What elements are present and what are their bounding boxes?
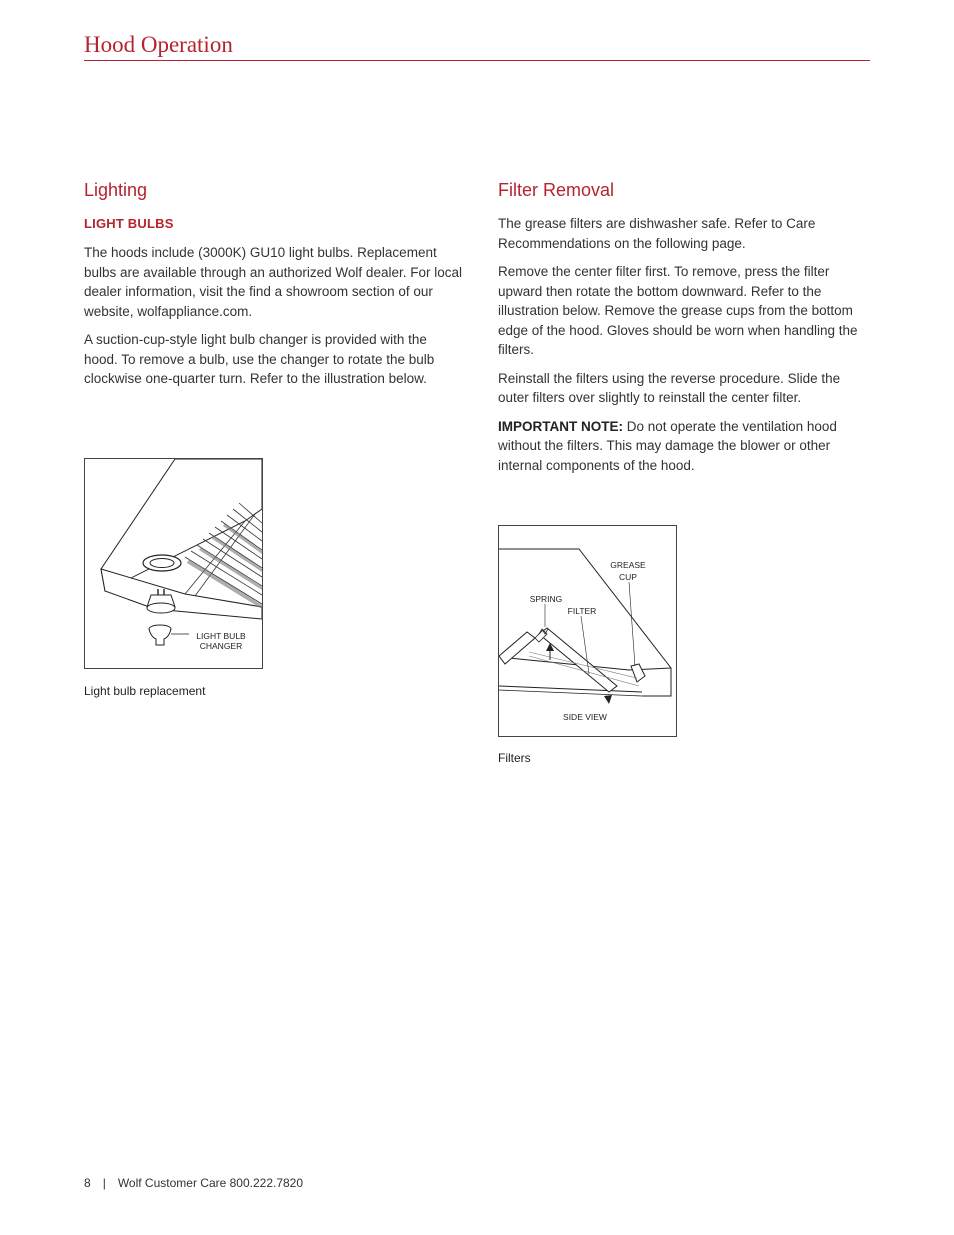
- grease-cup-label-1: GREASE: [610, 560, 646, 570]
- lighting-paragraph-1: The hoods include (3000K) GU10 light bulbs. Replacement bulbs are available through an authorized Wolf dealer. For local dealer information, visit the find a showroom section of our website, wolfappliance.com.: [84, 245, 462, 319]
- title-divider: [84, 60, 870, 61]
- page-footer: [84, 1175, 303, 1191]
- filter-paragraph-2: Remove the center filter first. To remove, press the filter upward then rotate the bottom downward. Refer to the illustration below. Remove the grease cups from the bottom edge of the hood. Gloves should be worn when handling the filters.: [498, 264, 858, 357]
- light-bulbs-subheading: LIGHT BULBS: [84, 216, 174, 231]
- lighting-section: [84, 178, 464, 389]
- lighting-paragraph-2: A suction-cup-style light bulb changer is provided with the hood. To remove a bulb, use the changer to rotate the bulb clockwise one-quarter turn. Refer to the illustration below.: [84, 332, 435, 386]
- filters-caption: Filters: [498, 751, 531, 765]
- light-bulb-illustration: [85, 459, 262, 668]
- spring-label: SPRING: [529, 594, 563, 604]
- filter-removal-section: [498, 178, 870, 475]
- filter-label: FILTER: [567, 606, 597, 616]
- light-bulb-figure: [84, 458, 263, 669]
- important-note-text: Do not operate the ventilation hood without the filters. This may damage the blower or other internal components of the hood.: [498, 418, 837, 473]
- filter-paragraph-3: Reinstall the filters using the reverse procedure. Slide the outer filters over slightly to reinstall the center filter.: [498, 370, 841, 405]
- page-title: Hood Operation: [84, 32, 233, 57]
- filters-illustration: [499, 526, 676, 736]
- grease-cup-label-2: CUP: [619, 572, 637, 582]
- light-bulb-caption: Light bulb replacement: [84, 684, 206, 698]
- light-bulb-changer-label-2: CHANGER: [199, 641, 243, 651]
- lighting-heading: Lighting: [84, 180, 148, 200]
- customer-care-text: Wolf Customer Care 800.222.7820: [117, 1176, 304, 1190]
- side-view-label: SIDE VIEW: [563, 712, 607, 722]
- footer-separator: |: [102, 1176, 106, 1190]
- filters-figure: [498, 525, 677, 737]
- filter-removal-heading: Filter Removal: [498, 180, 615, 200]
- important-note: [498, 417, 870, 476]
- filter-paragraph-1: The grease filters are dishwasher safe. Refer to Care Recommendations on the following page.: [498, 216, 816, 251]
- important-note-label: IMPORTANT NOTE:: [498, 418, 623, 434]
- page-number: 8: [84, 1176, 91, 1190]
- light-bulb-changer-label-1: LIGHT BULB: [196, 631, 246, 641]
